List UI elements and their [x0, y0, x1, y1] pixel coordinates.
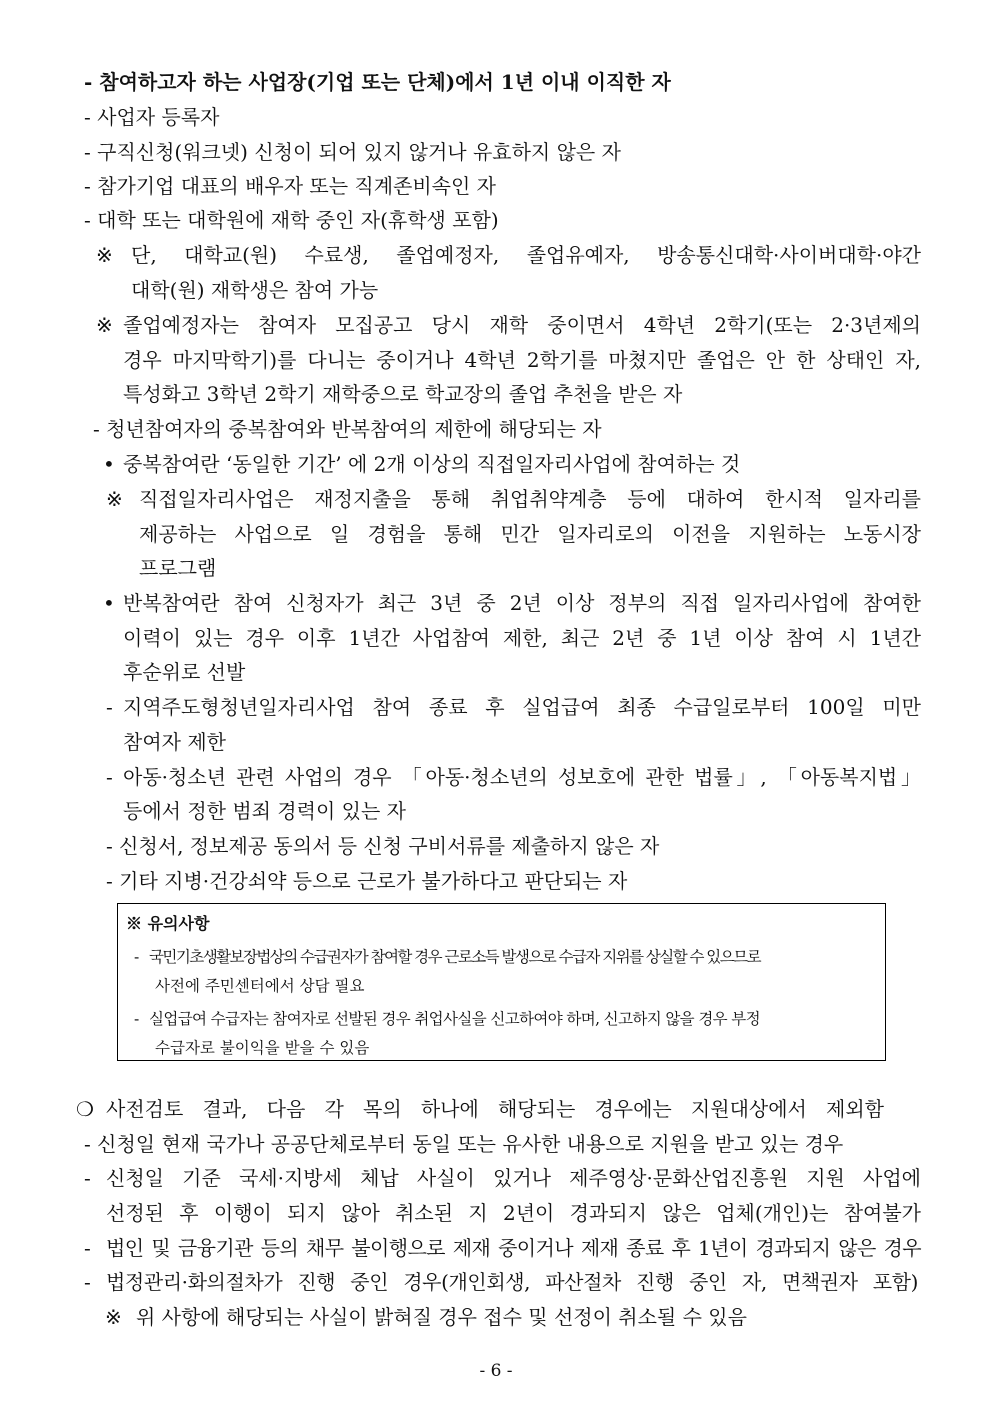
dash-marker: -: [106, 869, 113, 893]
dash-marker: -: [106, 765, 113, 789]
exclusion-text: 구직신청(워크넷) 신청이 되어 있지 않거나 유효하지 않은 자: [97, 140, 621, 164]
exclusion-text: 대학 또는 대학원에 재학 중인 자(휴학생 포함): [97, 208, 499, 232]
repeat-bullet-line-3: 후순위로 선발: [123, 660, 246, 684]
duplicate-note-line-1: 직접일자리사업은 재정지출을 통해 취업취약계층 등에 대하여 한시적 일자리를: [139, 487, 921, 511]
duplicate-note-line-3: 프로그램: [139, 556, 217, 580]
notice-title: ※ 유의사항: [126, 914, 210, 933]
more-item-4: [106, 868, 627, 894]
bullet-icon: •: [103, 591, 115, 615]
dash-marker: -: [134, 948, 140, 966]
precheck-heading: 사전검토 결과, 다음 각 목의 하나에 해당되는 경우에는 지원대상에서 제외함: [106, 1097, 884, 1121]
dash-marker: -: [134, 1010, 140, 1028]
dash-marker: -: [106, 695, 113, 719]
dash-marker: -: [84, 140, 91, 164]
more-item-1-line-2: 참여자 제한: [123, 730, 226, 754]
dash-marker: -: [84, 208, 91, 232]
note-graduate-line-1: 졸업예정자는 참여자 모집공고 당시 재학 중이면서 4학년 2학기(또는 2·3년제의: [123, 313, 921, 337]
dash-marker: -: [84, 1270, 91, 1294]
exclusion-text: 참여하고자 하는 사업장(기업 또는 단체)에서 1년 이내 이직한 자: [99, 70, 671, 94]
exclusion-text: 사업자 등록자: [97, 105, 220, 129]
exclusion-item-3: [84, 139, 621, 165]
exclusion-item-4: [84, 173, 496, 199]
duplicate-heading: [93, 416, 602, 442]
more-item-4-text: 기타 지병·건강쇠약 등으로 근로가 불가하다고 판단되는 자: [119, 869, 628, 893]
bullet-icon: •: [103, 452, 115, 476]
dash-marker: -: [84, 70, 93, 94]
repeat-bullet-line-1: 반복참여란 참여 신청자가 최근 3년 중 2년 이상 정부의 직접 일자리사업에 참여한: [123, 591, 921, 615]
note-graduate-line-3: 특성화고 3학년 2학기 재학중으로 학교장의 졸업 추천을 받은 자: [123, 382, 683, 406]
notice-item-1-line-2: 사전에 주민센터에서 상담 필요: [155, 977, 365, 995]
precheck-item-1-text: 신청일 현재 국가나 공공단체로부터 동일 또는 유사한 내용으로 지원을 받고 있는 경우: [97, 1132, 844, 1156]
duplicate-bullet-1: 중복참여란 ‘동일한 기간’ 에 2개 이상의 직접일자리사업에 참여하는 것: [123, 452, 741, 476]
more-item-2-line-1: 아동·청소년 관련 사업의 경우 「아동·청소년의 성보호에 관한 법률」, 「아동복지법」: [123, 765, 921, 789]
note-marker: ※: [96, 313, 113, 337]
precheck-item-1: [84, 1131, 843, 1157]
more-item-3-text: 신청서, 정보제공 동의서 등 신청 구비서류를 제출하지 않은 자: [119, 834, 660, 858]
notice-item-1-line-1: 국민기초생활보장법상의 수급권자가 참여할 경우 근로소득 발생으로 수급자 지위를 상실할 수 있으므로: [149, 948, 760, 966]
duplicate-heading-text: 청년참여자의 중복참여와 반복참여의 제한에 해당되는 자: [106, 417, 602, 441]
exclusion-item-1: [84, 69, 671, 95]
dash-marker: -: [84, 1132, 91, 1156]
note-marker: ※: [106, 487, 123, 511]
precheck-item-4: 법정관리·화의절차가 진행 중인 경우(개인회생, 파산절차 진행 중인 자, 면책권자 포함): [106, 1270, 918, 1294]
exclusion-text: 참가기업 대표의 배우자 또는 직계존비속인 자: [97, 174, 496, 198]
precheck-item-2-line-1: 신청일 기준 국세·지방세 체납 사실이 있거나 제주영상·문화산업진흥원 지원 사업에: [106, 1166, 921, 1190]
dash-marker: -: [84, 1236, 91, 1260]
notice-item-2-line-1: 실업급여 수급자는 참여자로 선발된 경우 취업사실을 신고하여야 하며, 신고하지 않을 경우 부정: [149, 1010, 760, 1028]
note-university-line-2: 대학(원) 재학생은 참여 가능: [131, 278, 379, 302]
repeat-bullet-line-2: 이력이 있는 경우 이후 1년간 사업참여 제한, 최근 2년 중 1년 이상 참여 시 1년간: [123, 626, 921, 650]
duplicate-note-line-2: 제공하는 사업으로 일 경험을 통해 민간 일자리로의 이전을 지원하는 노동시장: [139, 522, 921, 546]
note-university-line-1: 단, 대학교(원) 수료생, 졸업예정자, 졸업유예자, 방송통신대학·사이버대학·야간: [131, 243, 921, 267]
notice-item-2-line-2: 수급자로 불이익을 받을 수 있음: [155, 1039, 370, 1057]
note-marker: ※: [96, 243, 113, 267]
circle-bullet-icon: ❍: [76, 1097, 94, 1121]
exclusion-item-2: [84, 104, 219, 130]
more-item-3: [106, 833, 659, 859]
dash-marker: -: [106, 834, 113, 858]
precheck-item-2-line-2: 선정된 후 이행이 되지 않아 취소된 지 2년이 경과되지 않은 업체(개인)는 참여불가: [106, 1201, 921, 1225]
more-item-1-line-1: 지역주도형청년일자리사업 참여 종료 후 실업급여 최종 수급일로부터 100일 미만: [123, 695, 921, 719]
dash-marker: -: [84, 1166, 91, 1190]
notice-box: [117, 903, 886, 1061]
exclusion-item-5: [84, 207, 499, 233]
note-marker: ※: [105, 1305, 122, 1329]
dash-marker: -: [93, 417, 100, 441]
precheck-item-3: 법인 및 금융기관 등의 채무 불이행으로 제재 중이거나 제재 종료 후 1년이 경과되지 않은 경우: [106, 1236, 921, 1260]
dash-marker: -: [84, 105, 91, 129]
note-graduate-line-2: 경우 마지막학기)를 다니는 중이거나 4학년 2학기를 마쳤지만 졸업은 안 한 상태인 자,: [123, 348, 921, 372]
page-number: - 6 -: [479, 1361, 513, 1381]
dash-marker: -: [84, 174, 91, 198]
precheck-note: 위 사항에 해당되는 사실이 밝혀질 경우 접수 및 선정이 취소될 수 있음: [136, 1305, 747, 1329]
more-item-2-line-2: 등에서 정한 범죄 경력이 있는 자: [123, 799, 406, 823]
